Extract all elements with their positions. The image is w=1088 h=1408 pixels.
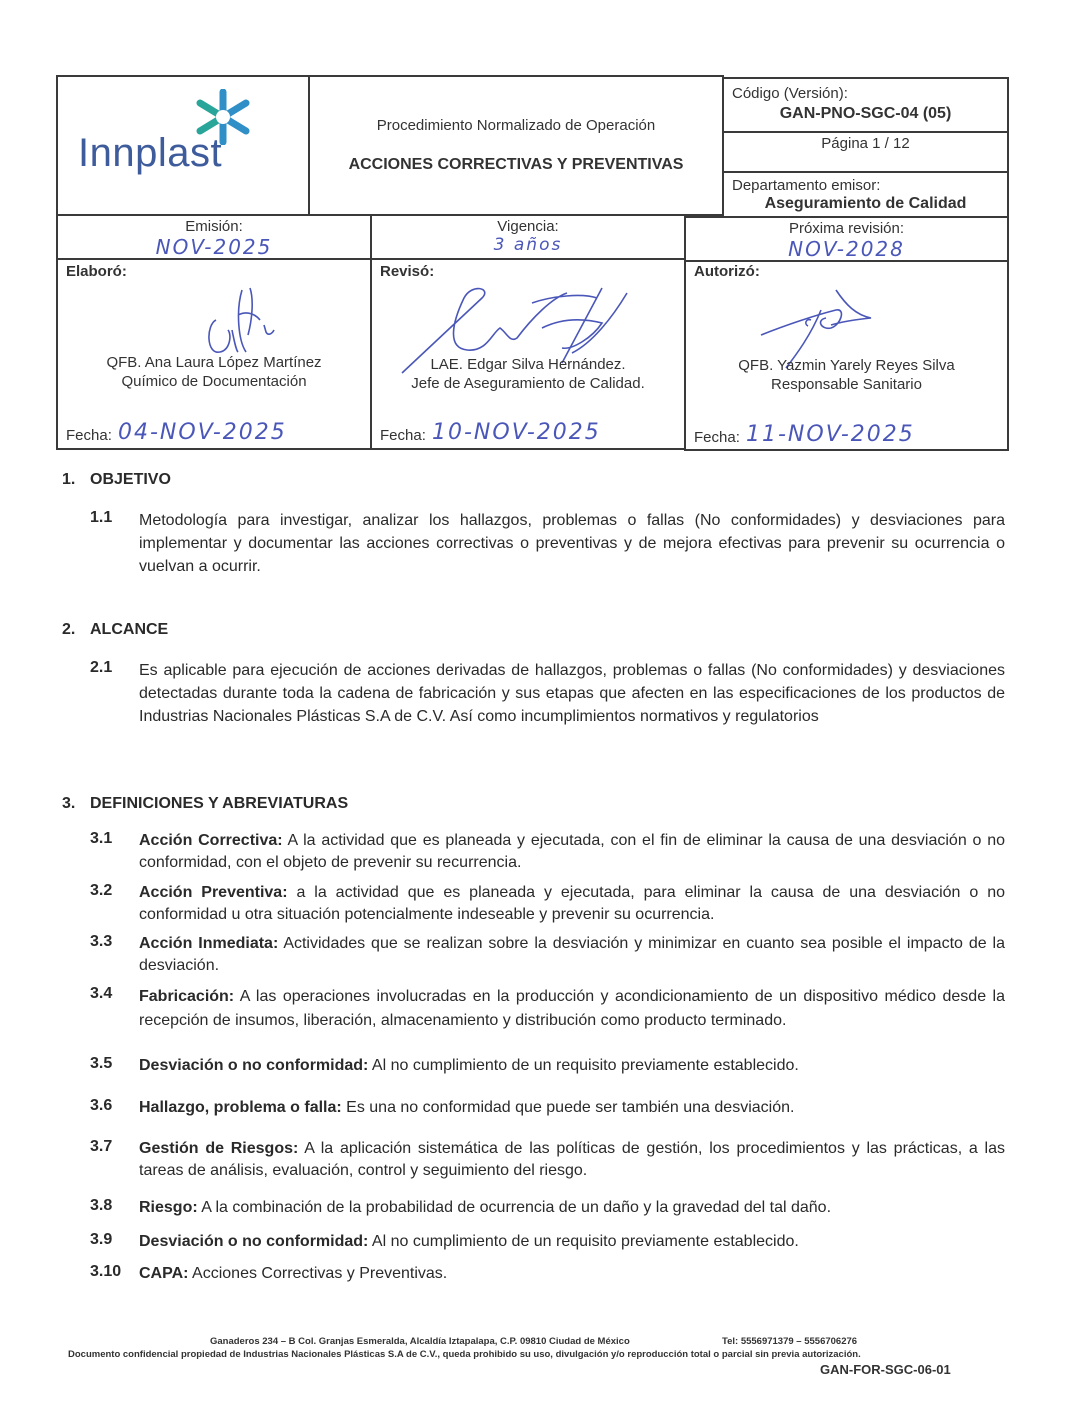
item-number: 3.7: [90, 1138, 113, 1155]
department-cell: [722, 171, 1009, 218]
section-3-title: DEFINICIONES Y ABREVIATURAS: [90, 795, 349, 812]
definition-item: [139, 1138, 1005, 1182]
definition-term: Acción Correctiva:: [139, 832, 283, 849]
item-number: 3.2: [90, 882, 113, 899]
signer-name: QFB. Yazmin Yarely Reyes Silva: [738, 357, 955, 374]
item-number: 2.1: [90, 659, 113, 676]
definition-text: A la actividad que es planeada y ejecutada, con el fin de eliminar la causa de una desviación o no conformidad, con el objeto de prevenir su recurrencia.: [139, 832, 1005, 871]
section-3-number: 3.: [62, 795, 76, 812]
definition-item: [139, 1055, 1005, 1077]
definition-term: Acción Inmediata:: [139, 935, 279, 952]
signer-title: Responsable Sanitario: [771, 376, 922, 393]
signer-title: Químico de Documentación: [121, 373, 307, 390]
doc-type: Procedimiento Normalizado de Operación: [376, 117, 656, 134]
role-label: Revisó:: [380, 263, 435, 280]
definition-text: a la actividad que es planeada y ejecutada, para eliminar la causa de una desviación o no conformidad u otra situación potencialmente indeseable y prevenir su ocurrencia.: [139, 884, 1005, 923]
proxima-revision-cell: [684, 216, 1009, 262]
section-2-title: ALCANCE: [90, 621, 169, 638]
definition-item: [139, 1263, 1005, 1285]
code-label: Código (Versión):: [732, 85, 848, 102]
signature-date: 11-NOV-2025: [746, 422, 915, 447]
emision-cell: [56, 214, 372, 260]
title-cell: [308, 75, 724, 216]
vigencia-label: Vigencia:: [497, 218, 559, 235]
page-number: Página 1 / 12: [821, 135, 910, 152]
logo-cell: [56, 75, 310, 216]
vigencia-value: 3 años: [493, 235, 563, 255]
item-number: 3.4: [90, 985, 113, 1002]
definition-item: [139, 985, 1005, 1033]
item-number: 3.3: [90, 933, 113, 950]
definition-term: Desviación o no conformidad:: [139, 1233, 369, 1250]
definition-term: Acción Preventiva:: [139, 884, 288, 901]
definition-item: [139, 1197, 1005, 1219]
definition-text: A las operaciones involucradas en la producción y acondicionamiento de un dispositivo médico desde la recepción de insumos, liberación, almacenamiento y distribución como producto terminado.: [139, 988, 1005, 1029]
definition-term: Fabricación:: [139, 988, 235, 1005]
section-1-title: OBJETIVO: [90, 471, 171, 488]
definition-text: Al no cumplimiento de un requisito previamente establecido.: [368, 1057, 799, 1074]
company-logo-text: Innplast: [78, 131, 223, 175]
definition-item: [139, 1231, 1005, 1253]
signature-block-autorizo: [684, 260, 1009, 451]
signature-block-reviso: [370, 258, 686, 450]
department-label: Departamento emisor:: [732, 177, 881, 194]
objective-text: Metodología para investigar, analizar los hallazgos, problemas o fallas (No conformidades) y desviaciones para implementar y documentar las acciones correctivas o preventivas y de mejora efectivas para prevenir su ocurrencia o vuelvan a ocurrir.: [139, 512, 1005, 575]
signer-name: LAE. Edgar Silva Hernández.: [430, 356, 626, 373]
signature-date: 04-NOV-2025: [118, 420, 287, 445]
footer-form-code: GAN-FOR-SGC-06-01: [820, 1362, 951, 1377]
emision-value: NOV-2025: [155, 235, 273, 259]
code-value: GAN-PNO-SGC-04 (05): [779, 105, 952, 122]
signature-icon: [198, 280, 308, 360]
proxima-revision-label: Próxima revisión:: [788, 220, 905, 237]
definition-term: CAPA:: [139, 1265, 189, 1282]
signer-name: QFB. Ana Laura López Martínez: [106, 354, 322, 371]
definition-item: [139, 882, 1005, 926]
definition-term: Desviación o no conformidad:: [139, 1057, 369, 1074]
definition-text: Acciones Correctivas y Preventivas.: [188, 1265, 448, 1282]
page-cell: [722, 131, 1009, 173]
proxima-revision-value: NOV-2028: [788, 237, 905, 261]
section-1-number: 1.: [62, 471, 76, 488]
definition-text: A la combinación de la probabilidad de ocurrencia de un daño y la gravedad del tal daño.: [197, 1199, 832, 1216]
item-number: 3.1: [90, 830, 113, 847]
emision-label: Emisión:: [185, 218, 243, 235]
code-cell: [722, 77, 1009, 133]
definition-text: Es una no conformidad que puede ser también una desviación.: [341, 1099, 795, 1116]
definition-item: [139, 830, 1005, 874]
item-number: 3.5: [90, 1055, 113, 1072]
department-value: Aseguramiento de Calidad: [764, 195, 967, 212]
item-number: 3.8: [90, 1197, 113, 1214]
date-label: Fecha:: [694, 429, 740, 446]
signer-title: Jefe de Aseguramiento de Calidad.: [411, 375, 645, 392]
role-label: Elaboró:: [66, 263, 127, 280]
definition-text: A la aplicación sistemática de las políticas de gestión, los procedimientos y las prácticas, a las tareas de análisis, evaluación, control y seguimiento del riesgo.: [139, 1140, 1005, 1179]
footer-address: Ganaderos 234 – B Col. Granjas Esmeralda, Alcaldía Iztapalapa, C.P. 09810 Ciudad de México: [210, 1336, 630, 1347]
definition-term: Gestión de Riesgos:: [139, 1140, 299, 1157]
section-2-number: 2.: [62, 621, 76, 638]
doc-title: ACCIONES CORRECTIVAS Y PREVENTIVAS: [348, 156, 684, 173]
item-number: 1.1: [90, 509, 113, 526]
definition-term: Hallazgo, problema o falla:: [139, 1099, 342, 1116]
footer-phone: Tel: 5556971379 – 5556706276: [722, 1336, 858, 1347]
signature-block-elaboro: [56, 258, 372, 450]
item-number: 3.10: [90, 1263, 122, 1280]
definition-item: [139, 933, 1005, 977]
role-label: Autorizó:: [694, 263, 760, 280]
signature-date: 10-NOV-2025: [432, 420, 601, 445]
definition-term: Riesgo:: [139, 1199, 198, 1216]
date-label: Fecha:: [66, 427, 112, 444]
definition-item: [139, 1097, 1005, 1119]
definition-text: Actividades que se realizan sobre la desviación y minimizar en cuanto sea posible el impacto de la desviación.: [139, 935, 1005, 974]
vigencia-cell: [370, 214, 686, 260]
date-label: Fecha:: [380, 427, 426, 444]
definition-text: Al no cumplimiento de un requisito previamente establecido.: [368, 1233, 799, 1250]
scope-text: Es aplicable para ejecución de acciones derivadas de hallazgos, problemas o fallas (No conformidades) y desviaciones detectadas durante toda la cadena de fabricación y sus etapas que afecten en las especificaciones de los productos de Industrias Nacionales Plásticas S.A de C.V. Así como incumplimientos normativos y regulatorios: [139, 662, 1005, 725]
item-number: 3.6: [90, 1097, 113, 1114]
footer-confidential: Documento confidencial propiedad de Industrias Nacionales Plásticas S.A de C.V., queda prohibido su uso, divulgación y/o reproducción total o parcial sin previa autorización.: [68, 1349, 861, 1360]
item-number: 3.9: [90, 1231, 113, 1248]
